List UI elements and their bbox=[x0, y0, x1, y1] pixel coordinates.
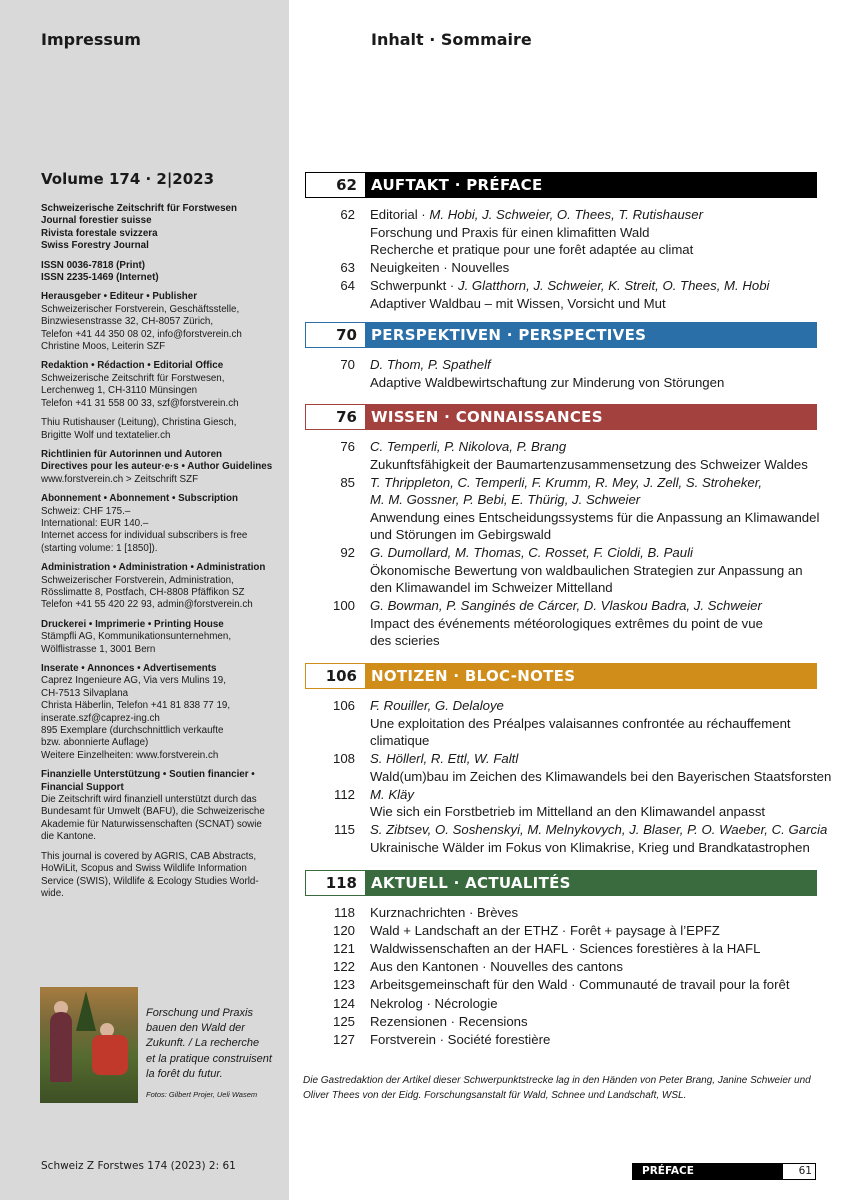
impressum-group-title: Directives pour les auteur·e·s • Author Guidelines bbox=[41, 461, 273, 473]
impressum-group-title: Schweizerische Zeitschrift für Forstwesen bbox=[41, 203, 237, 214]
entry-title: Waldwissenschaften an der HAFL · Sciences forestières à la HAFL bbox=[370, 941, 761, 957]
caption-line: et la pratique construisent bbox=[146, 1052, 272, 1065]
issn-numbers bbox=[41, 260, 289, 285]
entry-title: Nekrolog · Nécrologie bbox=[370, 995, 498, 1011]
photo-credit: Fotos: Gilbert Projer, Ueli Wasem bbox=[146, 1090, 258, 1099]
toc-entry bbox=[305, 206, 825, 259]
entry-authors: M. M. Gossner, P. Bebi, E. Thürig, J. Schweier bbox=[370, 492, 641, 508]
impressum-group-title: Financial Support bbox=[41, 781, 124, 793]
entry-page: 121 bbox=[332, 941, 355, 957]
impressum-line: bzw. abonnierte Auflage) bbox=[41, 737, 149, 749]
entry-page: 70 bbox=[340, 357, 355, 372]
toc-entry bbox=[305, 786, 825, 821]
entry-line bbox=[370, 374, 825, 392]
entry-page: 62 bbox=[340, 207, 355, 222]
entry-line bbox=[370, 1013, 825, 1031]
entry-line bbox=[370, 904, 825, 922]
entry-line bbox=[370, 277, 825, 295]
toc-entry bbox=[305, 438, 825, 473]
entry-line bbox=[370, 821, 828, 839]
entry-text bbox=[370, 1031, 825, 1049]
impressum-group-title: Redaktion • Rédaction • Editorial Office bbox=[41, 360, 224, 372]
caption-line: la forêt du futur. bbox=[146, 1067, 223, 1080]
entry-title: Une exploitation des Préalpes valaisannes confrontée au réchauffement bbox=[370, 715, 791, 731]
impressum-line: Die Zeitschrift wird finanziell unterstützt durch das bbox=[41, 794, 257, 806]
impressum-line: (starting volume: 1 [1850]). bbox=[41, 542, 158, 554]
impressum-line: Weitere Einzelheiten: www.forstverein.ch bbox=[41, 749, 219, 761]
entry-page: 112 bbox=[333, 786, 355, 802]
person-figure bbox=[50, 1012, 72, 1082]
entry-title: Arbeitsgemeinschaft für den Wald · Communauté de travail pour la forêt bbox=[370, 977, 790, 993]
contents-heading: Inhalt · Sommaire bbox=[371, 30, 532, 49]
impressum-line: Telefon +41 55 420 22 93, admin@forstverein.ch bbox=[41, 599, 253, 611]
entry-text bbox=[370, 356, 825, 391]
entry-title: Kurznachrichten · Brèves bbox=[370, 905, 519, 920]
entry-title: Wald(um)bau im Zeichen des Klimawandels bei den Bayerischen Staatsforsten bbox=[370, 768, 832, 784]
journal-titles bbox=[41, 203, 289, 253]
entry-title: climatique bbox=[370, 733, 430, 748]
entry-page: 127 bbox=[332, 1031, 355, 1047]
caption-line: Forschung und Praxis bbox=[146, 1007, 253, 1019]
impressum-line: Telefon +41 31 558 00 33, szf@forstverein.ch bbox=[41, 397, 239, 409]
entry-authors: T. Thrippleton, C. Temperli, F. Krumm, R. Mey, J. Zell, S. Stroheker, bbox=[370, 474, 763, 490]
entry-title: Adaptiver Waldbau – mit Wissen, Vorsicht und Mut bbox=[370, 295, 666, 311]
entry-text bbox=[370, 438, 825, 473]
entry-line bbox=[370, 491, 825, 509]
entry-text bbox=[370, 995, 825, 1013]
entry-line bbox=[370, 1031, 825, 1049]
impressum-line: Schweiz: CHF 175.– bbox=[41, 505, 131, 517]
entry-authors: M. Kläy bbox=[370, 786, 414, 802]
editorial-staff bbox=[41, 417, 289, 442]
entry-line bbox=[370, 526, 825, 544]
entry-title: Neuigkeiten · Nouvelles bbox=[370, 260, 510, 276]
entry-authors: S. Höllerl, R. Ettl, W. Faltl bbox=[370, 751, 519, 767]
entry-line bbox=[370, 438, 825, 456]
toc-entry bbox=[305, 958, 825, 976]
impressum-line: die Kantone. bbox=[41, 831, 97, 843]
entry-authors: M. Hobi, J. Schweier, O. Thees, T. Rutishauser bbox=[429, 207, 704, 222]
toc-entry bbox=[305, 1031, 825, 1049]
entry-line bbox=[370, 356, 825, 374]
entry-title: Recherche et pratique pour une forêt adaptée au climat bbox=[370, 242, 694, 257]
toc-entry bbox=[305, 356, 825, 391]
toc-entry bbox=[305, 922, 825, 940]
page-number: 61 bbox=[782, 1163, 816, 1180]
entry-line bbox=[370, 295, 825, 313]
entry-title: Forschung und Praxis für einen klimafitten Wald bbox=[370, 224, 650, 240]
entry-text bbox=[370, 958, 825, 976]
guidelines-block bbox=[41, 449, 289, 486]
entry-title: Wie sich ein Forstbetrieb im Mittelland an den Klimawandel anpasst bbox=[370, 804, 766, 820]
impressum-line: CH-7513 Silvaplana bbox=[41, 687, 129, 699]
impressum-line: Caprez Ingenieure AG, Via vers Mulins 19, bbox=[41, 675, 226, 687]
entry-line bbox=[370, 732, 825, 750]
impressum-sidebar bbox=[0, 0, 289, 1200]
entry-line bbox=[370, 241, 825, 259]
impressum-line: This journal is covered by AGRIS, CAB Abstracts, bbox=[41, 850, 257, 862]
entry-title: Editorial · bbox=[370, 207, 430, 222]
impressum-line: Lerchenweg 1, CH-3110 Münsingen bbox=[41, 385, 198, 397]
section-title: WISSEN · CONNAISSANCES bbox=[365, 405, 816, 429]
entry-text bbox=[370, 277, 825, 312]
entry-line bbox=[370, 976, 825, 994]
section-title: PERSPEKTIVEN · PERSPECTIVES bbox=[365, 323, 816, 347]
entry-text bbox=[370, 544, 825, 597]
entry-text bbox=[370, 474, 825, 544]
impressum-line: Service (SWIS), Wildlife & Ecology Studies World- bbox=[41, 875, 259, 887]
impressum-group-title: Abonnement • Abonnement • Subscription bbox=[41, 493, 238, 505]
entry-authors: J. Glatthorn, J. Schweier, K. Streit, O. Thees, M. Hobi bbox=[457, 278, 770, 294]
entry-line bbox=[370, 579, 825, 597]
impressum-group-title: Herausgeber • Editeur • Publisher bbox=[41, 291, 198, 303]
impressum-group-title: Druckerei • Imprimerie • Printing House bbox=[41, 618, 224, 630]
entry-text bbox=[370, 940, 825, 958]
entry-authors: D. Thom, P. Spathelf bbox=[370, 357, 491, 372]
entry-line bbox=[370, 544, 825, 562]
impressum-line: Binzwiesenstrasse 32, CH-8057 Zürich, bbox=[41, 316, 214, 328]
entry-line bbox=[370, 750, 825, 768]
entry-authors: G. Bowman, P. Sanginés de Cárcer, D. Vlaskou Badra, J. Schweier bbox=[370, 598, 762, 614]
impressum-group-title: Finanzielle Unterstützung • Soutien financier • bbox=[41, 769, 255, 781]
guest-editor-note: Die Gastredaktion der Artikel dieser Schwerpunktstrecke lag in den Händen von Peter Brang, Janine Schweier und Oliver Thees von der Eidg. Forschungsanstalt für Wald, Schnee und Landschaft, WSL. bbox=[303, 1075, 811, 1102]
entry-authors: S. Zibtsev, O. Soshenskyi, M. Melnykovych, J. Blaser, P. O. Waeber, C. Garcia bbox=[370, 822, 828, 838]
impressum-line: Akademie für Naturwissenschaften (SCNAT) sowie bbox=[41, 818, 262, 830]
impressum-group-title: Journal forestier suisse bbox=[41, 215, 152, 227]
section-page: 70 bbox=[306, 323, 365, 347]
coverage-block bbox=[41, 851, 289, 901]
impressum-line: International: EUR 140.– bbox=[41, 517, 149, 529]
section-title: AKTUELL · ACTUALITÉS bbox=[365, 871, 816, 895]
section-header bbox=[305, 870, 817, 896]
section-page: 118 bbox=[306, 871, 365, 895]
toc-entry bbox=[305, 277, 825, 312]
entry-text bbox=[370, 1013, 825, 1031]
entry-title: Anwendung eines Entscheidungssystems für die Anpassung an Klimawandel bbox=[370, 509, 820, 525]
impressum-line: Schweizerischer Forstverein, Administration, bbox=[41, 574, 234, 586]
entry-title: Ukrainische Wälder im Fokus von Klimakrise, Krieg und Brandkatastrophen bbox=[370, 839, 810, 855]
impressum-group-title: Richtlinien für Autorinnen und Autoren bbox=[41, 448, 223, 460]
impressum-body bbox=[41, 203, 289, 907]
entry-page: 108 bbox=[332, 751, 355, 767]
impressum-group-title: Rivista forestale svizzera bbox=[41, 227, 158, 239]
person-figure bbox=[92, 1035, 128, 1075]
funding-block bbox=[41, 769, 289, 843]
impressum-line: Christa Häberlin, Telefon +41 81 838 77 19, bbox=[41, 700, 231, 712]
entry-line bbox=[370, 259, 825, 277]
entry-page: 76 bbox=[340, 439, 355, 454]
entry-line bbox=[370, 922, 825, 940]
impressum-line: www.forstverein.ch > Zeitschrift SZF bbox=[41, 473, 199, 485]
entry-page: 125 bbox=[332, 1013, 355, 1029]
entry-title: Rezensionen · Recensions bbox=[370, 1013, 528, 1029]
entry-title: des scieries bbox=[370, 633, 440, 649]
entry-line bbox=[370, 940, 825, 958]
impressum-line: Brigitte Wolf und textatelier.ch bbox=[41, 429, 171, 441]
entry-page: 106 bbox=[332, 698, 355, 713]
caption-line: bauen den Wald der bbox=[146, 1022, 245, 1035]
entry-title: Forstverein · Société forestière bbox=[370, 1031, 551, 1047]
entry-line bbox=[370, 786, 825, 804]
entry-line bbox=[370, 715, 825, 733]
impressum-group-title: ISSN 2235-1469 (Internet) bbox=[41, 272, 159, 284]
impressum-line: inserate.szf@caprez-ing.ch bbox=[41, 712, 160, 724]
entry-page: 63 bbox=[340, 260, 355, 276]
impressum-line: Stämpfli AG, Kommunikationsunternehmen, bbox=[41, 631, 232, 643]
entry-line bbox=[370, 562, 825, 580]
impressum-line: Rösslimatte 8, Postfach, CH-8808 Pfäffikon SZ bbox=[41, 586, 245, 598]
entry-line bbox=[370, 632, 825, 650]
editorial-block bbox=[41, 360, 289, 410]
toc-entry bbox=[305, 697, 825, 750]
entry-page: 120 bbox=[332, 923, 355, 939]
section-header bbox=[305, 663, 817, 689]
section-header bbox=[305, 172, 817, 198]
section-page: 106 bbox=[306, 664, 365, 688]
section-page: 62 bbox=[306, 173, 365, 197]
entry-text bbox=[370, 206, 825, 259]
toc-entry bbox=[305, 940, 825, 958]
entry-title: Zukunftsfähigkeit der Baumartenzusammensetzung des Schweizer Waldes bbox=[370, 456, 808, 472]
advertising-block bbox=[41, 663, 289, 762]
toc-entry bbox=[305, 474, 825, 544]
entry-authors: F. Rouiller, G. Delaloye bbox=[370, 698, 504, 713]
entry-authors: C. Temperli, P. Nikolova, P. Brang bbox=[370, 439, 567, 454]
cover-photo bbox=[40, 987, 138, 1103]
entry-line bbox=[370, 224, 825, 242]
printing-block bbox=[41, 619, 289, 656]
entry-text bbox=[370, 786, 825, 821]
entry-page: 64 bbox=[340, 278, 355, 294]
impressum-line: Schweizerischer Forstverein, Geschäftsstelle, bbox=[41, 303, 240, 315]
impressum-group-title: Administration • Administration • Administration bbox=[41, 562, 266, 574]
section-title: AUFTAKT · PRÉFACE bbox=[365, 173, 816, 197]
section-page: 76 bbox=[306, 405, 365, 429]
entry-line bbox=[370, 803, 825, 821]
entry-text bbox=[370, 597, 825, 650]
impressum-line: Telefon +41 44 350 08 02, info@forstverein.ch bbox=[41, 328, 242, 340]
entry-title: Adaptive Waldbewirtschaftung zur Minderung von Störungen bbox=[370, 374, 725, 390]
photo-caption bbox=[146, 1006, 286, 1082]
impressum-line: Christine Moos, Leiterin SZF bbox=[41, 341, 166, 353]
impressum-group-title: Inserate • Annonces • Advertisements bbox=[41, 663, 217, 674]
entry-text bbox=[370, 922, 825, 940]
entry-title: Schwerpunkt · bbox=[370, 278, 458, 294]
entry-title: und Störungen im Gebirgswald bbox=[370, 527, 552, 543]
toc-entry bbox=[305, 904, 825, 922]
entry-title: den Klimawandel im Schweizer Mittelland bbox=[370, 580, 613, 596]
entry-title: Impact des événements météorologiques extrêmes du point de vue bbox=[370, 615, 763, 631]
entry-page: 124 bbox=[332, 995, 355, 1011]
entry-line bbox=[370, 509, 825, 527]
toc-entry bbox=[305, 259, 825, 277]
entry-line bbox=[370, 597, 825, 615]
impressum-line: Schweizerische Zeitschrift für Forstwesen, bbox=[41, 372, 225, 384]
caption-line: Zukunft. / La recherche bbox=[146, 1037, 260, 1050]
entry-line bbox=[370, 768, 832, 786]
entry-text bbox=[370, 904, 825, 922]
impressum-line: Internet access for individual subscribers is free bbox=[41, 530, 248, 542]
entry-text bbox=[370, 259, 825, 277]
toc-entry bbox=[305, 995, 825, 1013]
impressum-line: Bundesamt für Umwelt (BAFU), die Schweizerische bbox=[41, 806, 265, 818]
entry-line bbox=[370, 995, 825, 1013]
volume-label: Volume 174 · 2|2023 bbox=[41, 170, 215, 188]
toc-entry bbox=[305, 597, 825, 650]
footer-section-tag: PRÉFACE bbox=[632, 1163, 782, 1180]
publisher-block bbox=[41, 291, 289, 353]
entry-line bbox=[370, 456, 825, 474]
section-header bbox=[305, 322, 817, 348]
entry-page: 115 bbox=[333, 822, 355, 838]
impressum-group-title: Swiss Forestry Journal bbox=[41, 240, 149, 252]
impressum-line: HoWiLit, Scopus and Swiss Wildlife Information bbox=[41, 863, 247, 875]
entry-text bbox=[370, 750, 832, 785]
impressum-heading: Impressum bbox=[41, 30, 141, 49]
journal-citation: Schweiz Z Forstwes 174 (2023) 2: 61 bbox=[41, 1160, 236, 1172]
impressum-line: Wölflistrasse 1, 3001 Bern bbox=[41, 643, 156, 655]
tree-shape bbox=[76, 991, 96, 1031]
entry-line bbox=[370, 697, 825, 715]
entry-page: 123 bbox=[332, 977, 355, 993]
impressum-line: Thiu Rutishauser (Leitung), Christina Giesch, bbox=[41, 417, 237, 429]
impressum-line: 895 Exemplare (durchschnittlich verkaufte bbox=[41, 725, 224, 737]
entry-text bbox=[370, 697, 825, 750]
impressum-group-title: ISSN 0036-7818 (Print) bbox=[41, 259, 146, 271]
toc-entry bbox=[305, 544, 825, 597]
entry-line bbox=[370, 839, 825, 857]
entry-page: 118 bbox=[333, 905, 355, 920]
section-title: NOTIZEN · BLOC-NOTES bbox=[365, 664, 816, 688]
entry-title: Aus den Kantonen · Nouvelles des cantons bbox=[370, 959, 623, 975]
entry-page: 92 bbox=[340, 545, 355, 561]
entry-line bbox=[370, 206, 825, 224]
entry-text bbox=[370, 976, 825, 994]
toc-entry bbox=[305, 750, 832, 785]
entry-text bbox=[370, 821, 828, 856]
entry-title: Wald + Landschaft an der ETHZ · Forêt + paysage à l’EPFZ bbox=[370, 923, 720, 939]
entry-page: 85 bbox=[340, 474, 355, 490]
administration-block bbox=[41, 562, 289, 612]
toc-entry bbox=[305, 821, 828, 856]
impressum-line: wide. bbox=[41, 887, 64, 899]
entry-title: Ökonomische Bewertung von waldbaulichen Strategien zur Anpassung an bbox=[370, 562, 803, 578]
entry-page: 122 bbox=[332, 959, 355, 975]
entry-page: 100 bbox=[332, 598, 355, 614]
toc-entry bbox=[305, 976, 825, 994]
entry-line bbox=[370, 615, 825, 633]
toc-entry bbox=[305, 1013, 825, 1031]
entry-line bbox=[370, 958, 825, 976]
entry-line bbox=[370, 474, 825, 492]
subscription-block bbox=[41, 493, 289, 555]
entry-authors: G. Dumollard, M. Thomas, C. Rosset, F. Cioldi, B. Pauli bbox=[370, 545, 693, 561]
section-header bbox=[305, 404, 817, 430]
